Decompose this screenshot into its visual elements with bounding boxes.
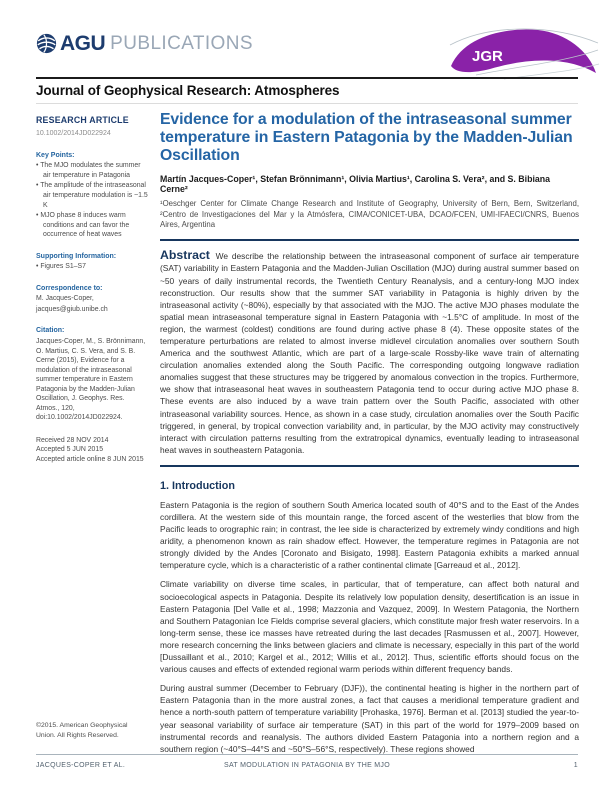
- journal-name: Journal of Geophysical Research: Atmospheres: [36, 83, 340, 98]
- header-rule: [36, 77, 578, 79]
- footer-authors: JACQUES-COPER ET AL.: [36, 762, 126, 769]
- agu-wordmark: AGU: [60, 32, 106, 55]
- key-point-item: • MJO phase 8 induces warm conditions and can favor the occurrence of heat waves: [36, 212, 130, 239]
- article-info-sidebar: [36, 114, 149, 464]
- accepted-date: Accepted 5 JUN 2015: [36, 446, 104, 454]
- doi: 10.1002/2014JD022924: [36, 130, 111, 138]
- correspondence-name: M. Jacques-Coper,: [36, 295, 94, 303]
- section-heading-introduction: 1. Introduction: [160, 479, 235, 492]
- footer-page-number: 1: [573, 762, 578, 769]
- key-points-heading: Key Points:: [36, 151, 75, 159]
- citation-text: Jacques-Coper, M., S. Brönnimann, O. Martius, C. S. Vera, and S. B. Cerne (2015), Evidence for a modulation of the intraseasonal summer temperature in Eastern Patagonia by the Madden-Julian Oscillation, J. Geophys. Res. Atmos., 120, doi:10.1002/2014JD022924.: [36, 338, 146, 422]
- supporting-info-item: • Figures S1–S7: [36, 263, 86, 271]
- key-point-item: • The MJO modulates the summer air temperature in Patagonia: [36, 162, 141, 179]
- article-type-label: RESEARCH ARTICLE: [36, 115, 129, 125]
- footer-rule: [36, 754, 578, 755]
- footer-running-title: SAT MODULATION IN PATAGONIA BY THE MJO: [224, 762, 390, 769]
- intro-paragraph: Eastern Patagonia is the region of southern South America located south of 40°S and to the East of the Andes cordillera. At the western side of this mountain range, the forced ascent of the westerlies that blow from the Pacific leads to orographic rain; in contrast, the lee side is characterized by extremely windy conditions and high aridity, a phenomenon known as rain shadow effect. However, the temperature regimes in Patagonia are not strongly divided by the Andes [Coronato and Bisigato, 1998]. Eastern Patagonia exhibits a marked annual temperature cycle, which is a characteristic of a rather continental climate [Garreaud et al., 2012].: [160, 499, 579, 571]
- copyright-notice: ©2015. American Geophysical Union. All Rights Reserved.: [36, 722, 128, 739]
- intro-paragraph: During austral summer (December to February (DJF)), the continental heating is higher in the northern part of Eastern Patagonia than in the more austral zones, a fact that causes a meridional temperature gradient and hence a north-south pattern of temperature variability [Prohaska, 1976]. Berman et al. [2013] studied the year-to-year seasonal variability of surface air temperature (SAT) in this part of the world for 1979–2009 based on instrumental records and reanalysis. The authors divided Eastern Patagonia into a northern region and a southern region (~40°S–44°S and ~50°S–56°S, respectively). These regions showed: [160, 683, 579, 754]
- affiliations: ¹Oeschger Center for Climate Change Research and Institute of Geography, University of Bern, Bern, Switzerland, ²Centro de Investigaciones del Mar y la Atmósfera, CIMA/CONICET-UBA, DCAO/FCEN, UMI-IFAECI/CNRS, Buenos Aires, Argentina: [160, 199, 579, 230]
- publications-wordmark: PUBLICATIONS: [110, 33, 253, 54]
- agu-publications-logo: [36, 33, 253, 54]
- article-body: [160, 111, 579, 755]
- intro-paragraph: Climate variability on diverse time scales, in particular, that of temperature, can affect both natural and socioecological aspects in Patagonia. Despite its relatively low population density, desertification is an issue in Eastern Patagonia [Del Valle et al., 1998; Mazzonia and Vazquez, 2009]. In Western Patagonia, the Northern and Southern Patagonian Ice Fields comprise several glaciers, which constitute major fresh water reservoirs. In a long-term sense, these ice masses have retreated during the last decades [Rasmussen et al., 2007]. However, more research concerning the links between glaciers and climate is necessary, especially in this part of the world [Dussaillant et al., 2010; Kargel et al., 2012; Willis et al., 2012]. Thus, scientific efforts should focus on the various causes and effects of extended regional warm periods within different frequency bands.: [160, 579, 579, 675]
- abstract-top-rule: [160, 239, 579, 241]
- supporting-info-heading: Supporting Information:: [36, 252, 117, 260]
- abstract-text: We describe the relationship between the intraseasonal component of surface air temperature (SAT) variability in Eastern Patagonia and the Madden-Julian Oscillation (MJO) during austral summer based on ~50 years of daily instrumental records, the Twentieth Century Reanalysis, and a century-long MJO index reconstruction. Our results show that the summer SAT variability in Patagonia is highly driven by the intraseasonal activity (~80%), especially by that associated with the MJO. The active MJO phases modulate the spatial mean intraseasonal temperature signal in Eastern Patagonia with ~1.5°C of amplitude. In most of the region, the warmest (coldest) conditions are found during active phase 8 (4). These opposite states of the temperature perturbations are related to almost inverse midlevel circulation anomalies over southern South America and the southwest Atlantic, which are part of a large-scale Rossby-like wave train of alternating circulation anomalies extended along the South Pacific. The corresponding outgoing longwave radiation anomalies suggest that these structures may be triggered by anomalous convection in the tropics. Furthermore, we show that intraseasonal heat waves in southeastern Patagonia tend to occur during active MJO phase 8. These events are also induced by a wave train pattern over the South Pacific, associated with other intraseasonal variability sources. Hence, as shown in a case study, circulation anomalies over the South Pacific triggered, in general, by tropical convection variability and, in particular, by the MJO activity may constructively interact with circulation patterns resulting from the extratropical dynamics, eventually leading to intraseasonal heat waves in southeastern Patagonia.: [160, 251, 580, 455]
- jgr-badge-label: JGR: [472, 48, 503, 65]
- citation-heading: Citation:: [36, 327, 65, 335]
- received-date: Received 28 NOV 2014: [36, 436, 109, 444]
- article-history: [36, 436, 149, 465]
- abstract-bottom-rule: [160, 465, 579, 467]
- key-point-item: • The amplitude of the intraseasonal air temperature modulation is ~1.5 K: [36, 182, 148, 209]
- correspondence-heading: Correspondence to:: [36, 284, 103, 292]
- accepted-online-date: Accepted article online 8 JUN 2015: [36, 455, 144, 463]
- abstract-heading: Abstract: [160, 248, 210, 263]
- author-list: Martín Jacques-Coper¹, Stefan Brönnimann¹, Olivia Martius¹, Carolina S. Vera², and S. Bibiana Cerne²: [160, 174, 551, 195]
- header-rule-light: [36, 103, 578, 104]
- article-title: Evidence for a modulation of the intraseasonal summer temperature in Eastern Patagonia by the Madden-Julian Oscillation: [160, 111, 573, 165]
- abstract: [160, 249, 579, 456]
- jgr-journal-badge: [448, 24, 600, 80]
- correspondence-email[interactable]: jacques@giub.unibe.ch: [36, 305, 108, 313]
- agu-globe-icon: [36, 33, 57, 54]
